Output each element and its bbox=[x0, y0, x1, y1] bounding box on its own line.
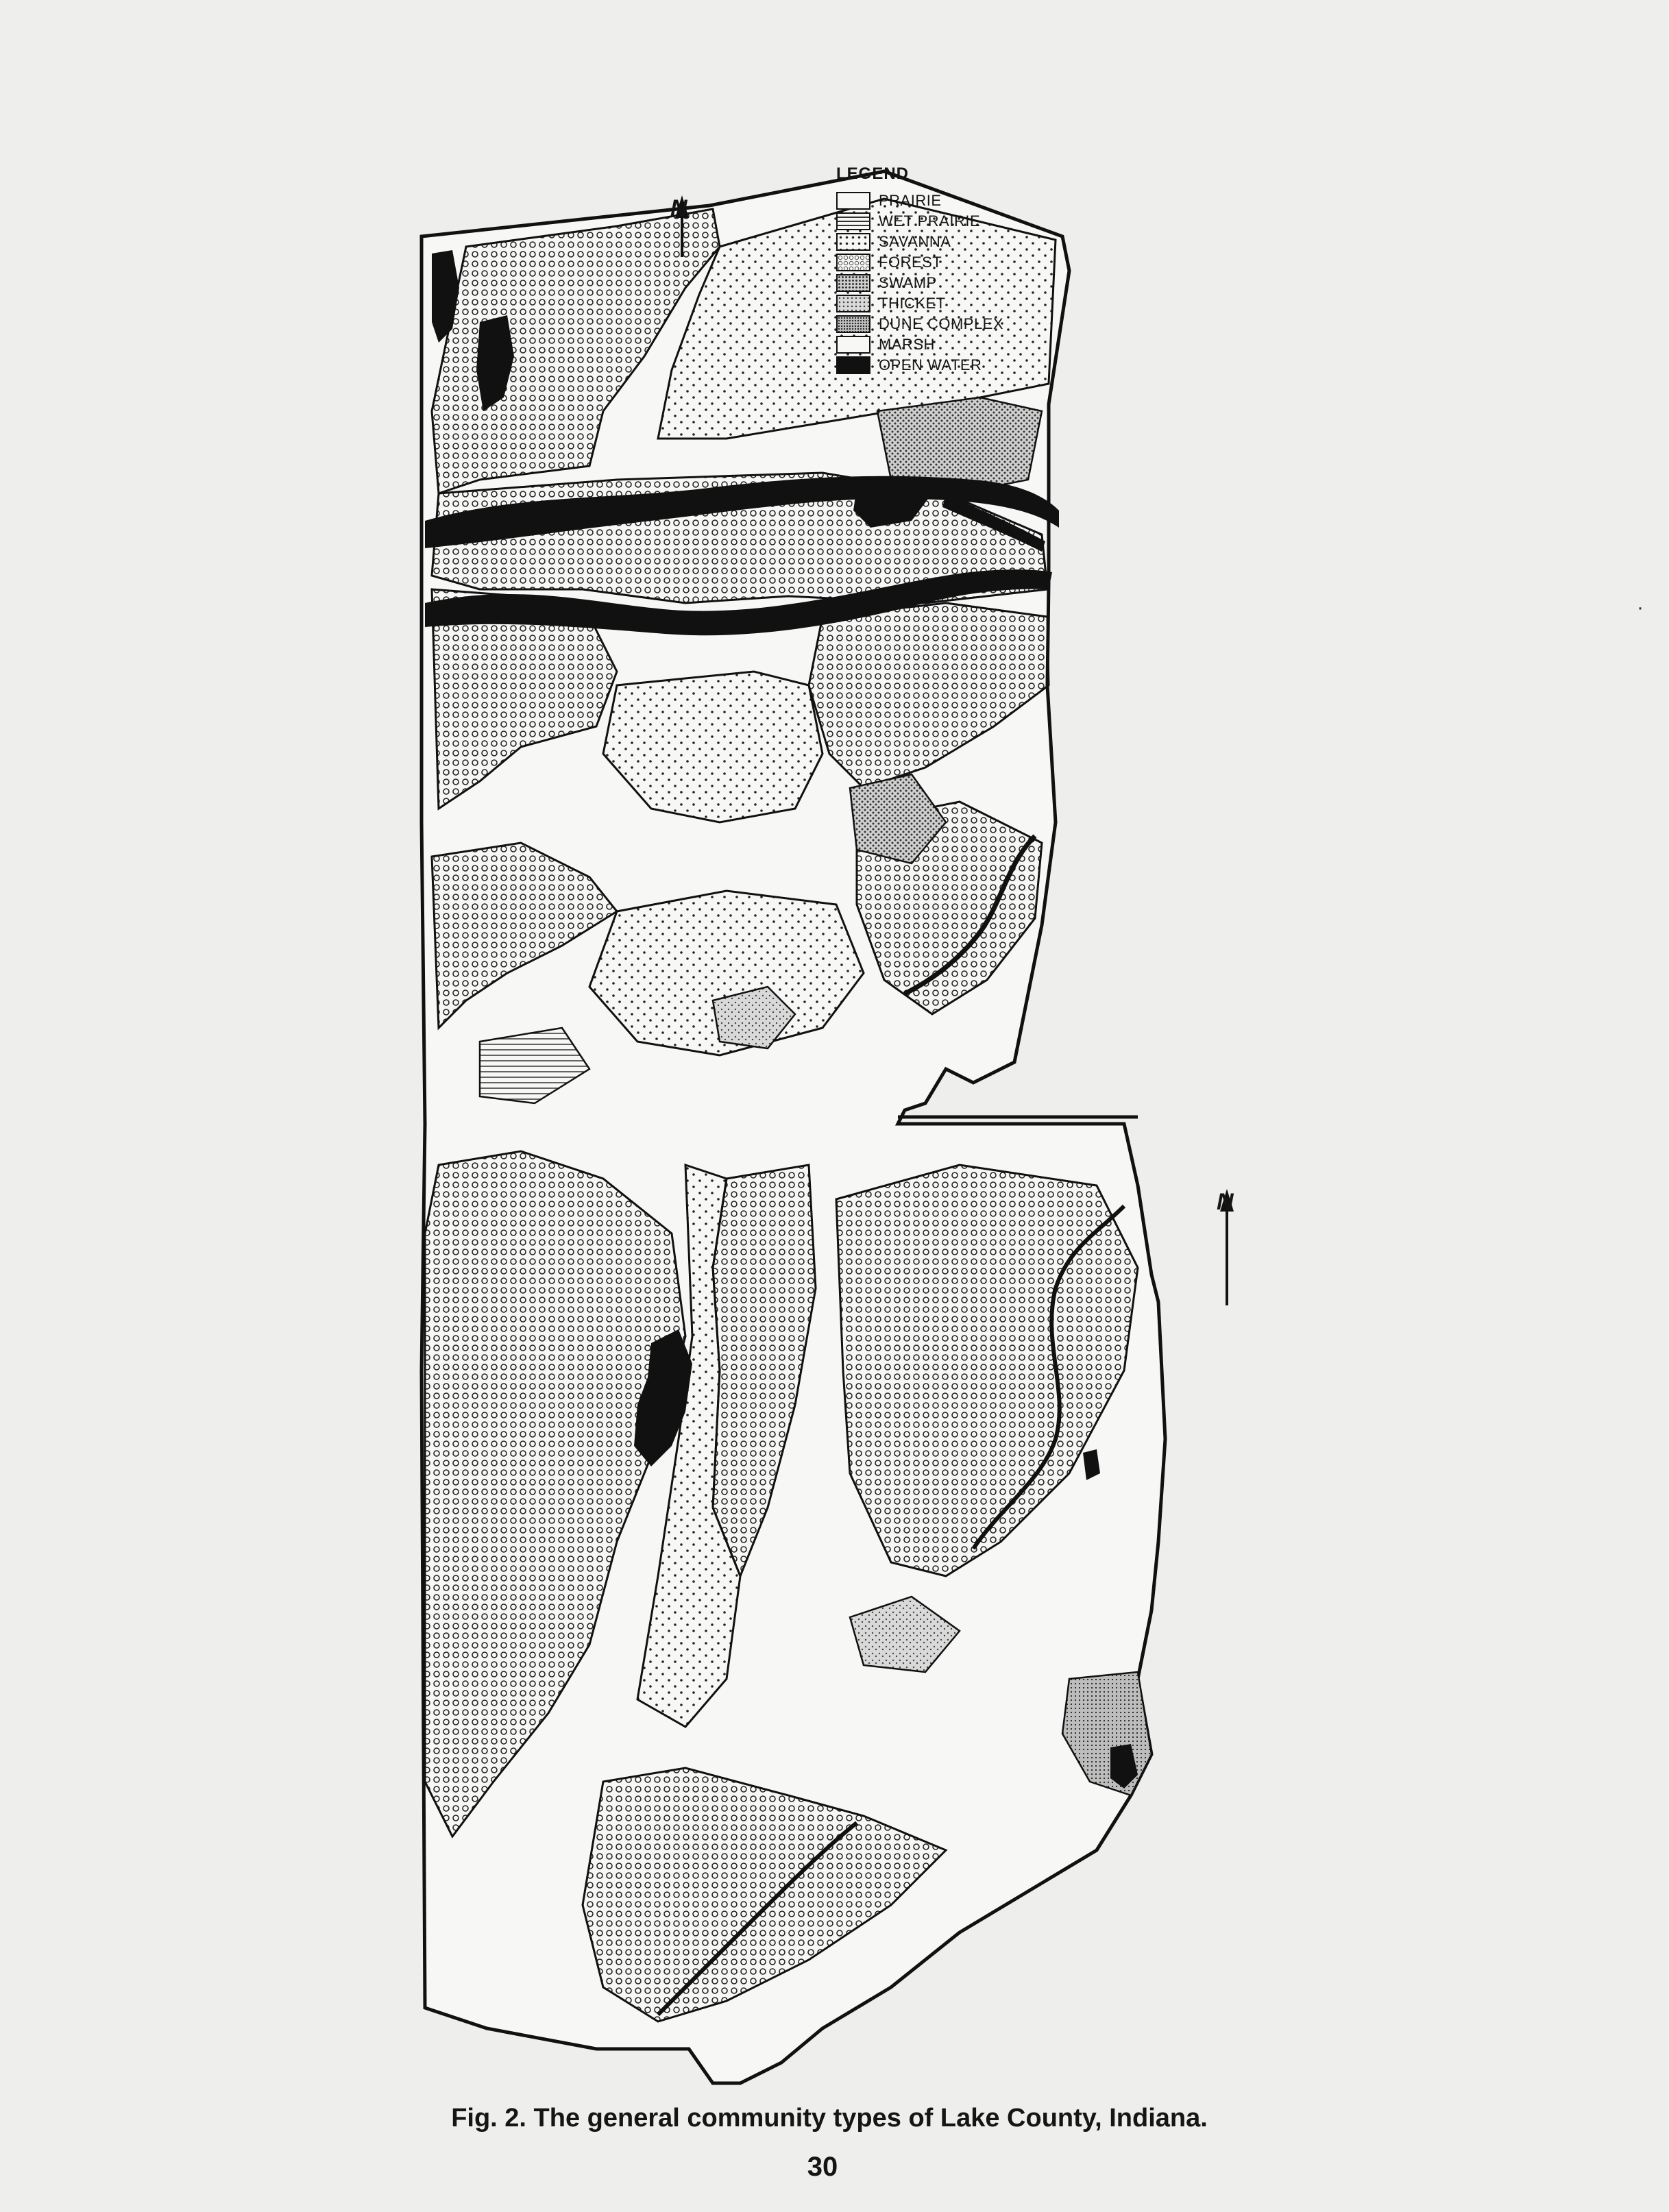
legend-item-thicket: THICKET bbox=[836, 293, 1069, 314]
legend-item-prairie: PRAIRIE bbox=[836, 191, 1069, 211]
legend-item-forest: FOREST bbox=[836, 252, 1069, 273]
figure-caption: Fig. 2. The general community types of Lake County, Indiana. bbox=[451, 2104, 1208, 2133]
map-legend bbox=[836, 164, 1069, 376]
legend-item-wet-prairie: WET PRAIRIE bbox=[836, 211, 1069, 232]
north-label-top: N bbox=[670, 195, 687, 221]
legend-title: LEGEND bbox=[836, 164, 910, 183]
north-label-bottom: N bbox=[1217, 1189, 1234, 1215]
legend-item-open-water: OPEN WATER bbox=[836, 355, 1069, 376]
legend-item-dune-complex: DUNE COMPLEX bbox=[836, 314, 1069, 334]
legend-item-savanna: SAVANNA bbox=[836, 232, 1069, 252]
margin-mark: · bbox=[1637, 596, 1644, 619]
page-number: 30 bbox=[807, 2152, 838, 2182]
legend-item-marsh: MARSH bbox=[836, 334, 1069, 355]
legend-item-swamp: SWAMP bbox=[836, 273, 1069, 293]
